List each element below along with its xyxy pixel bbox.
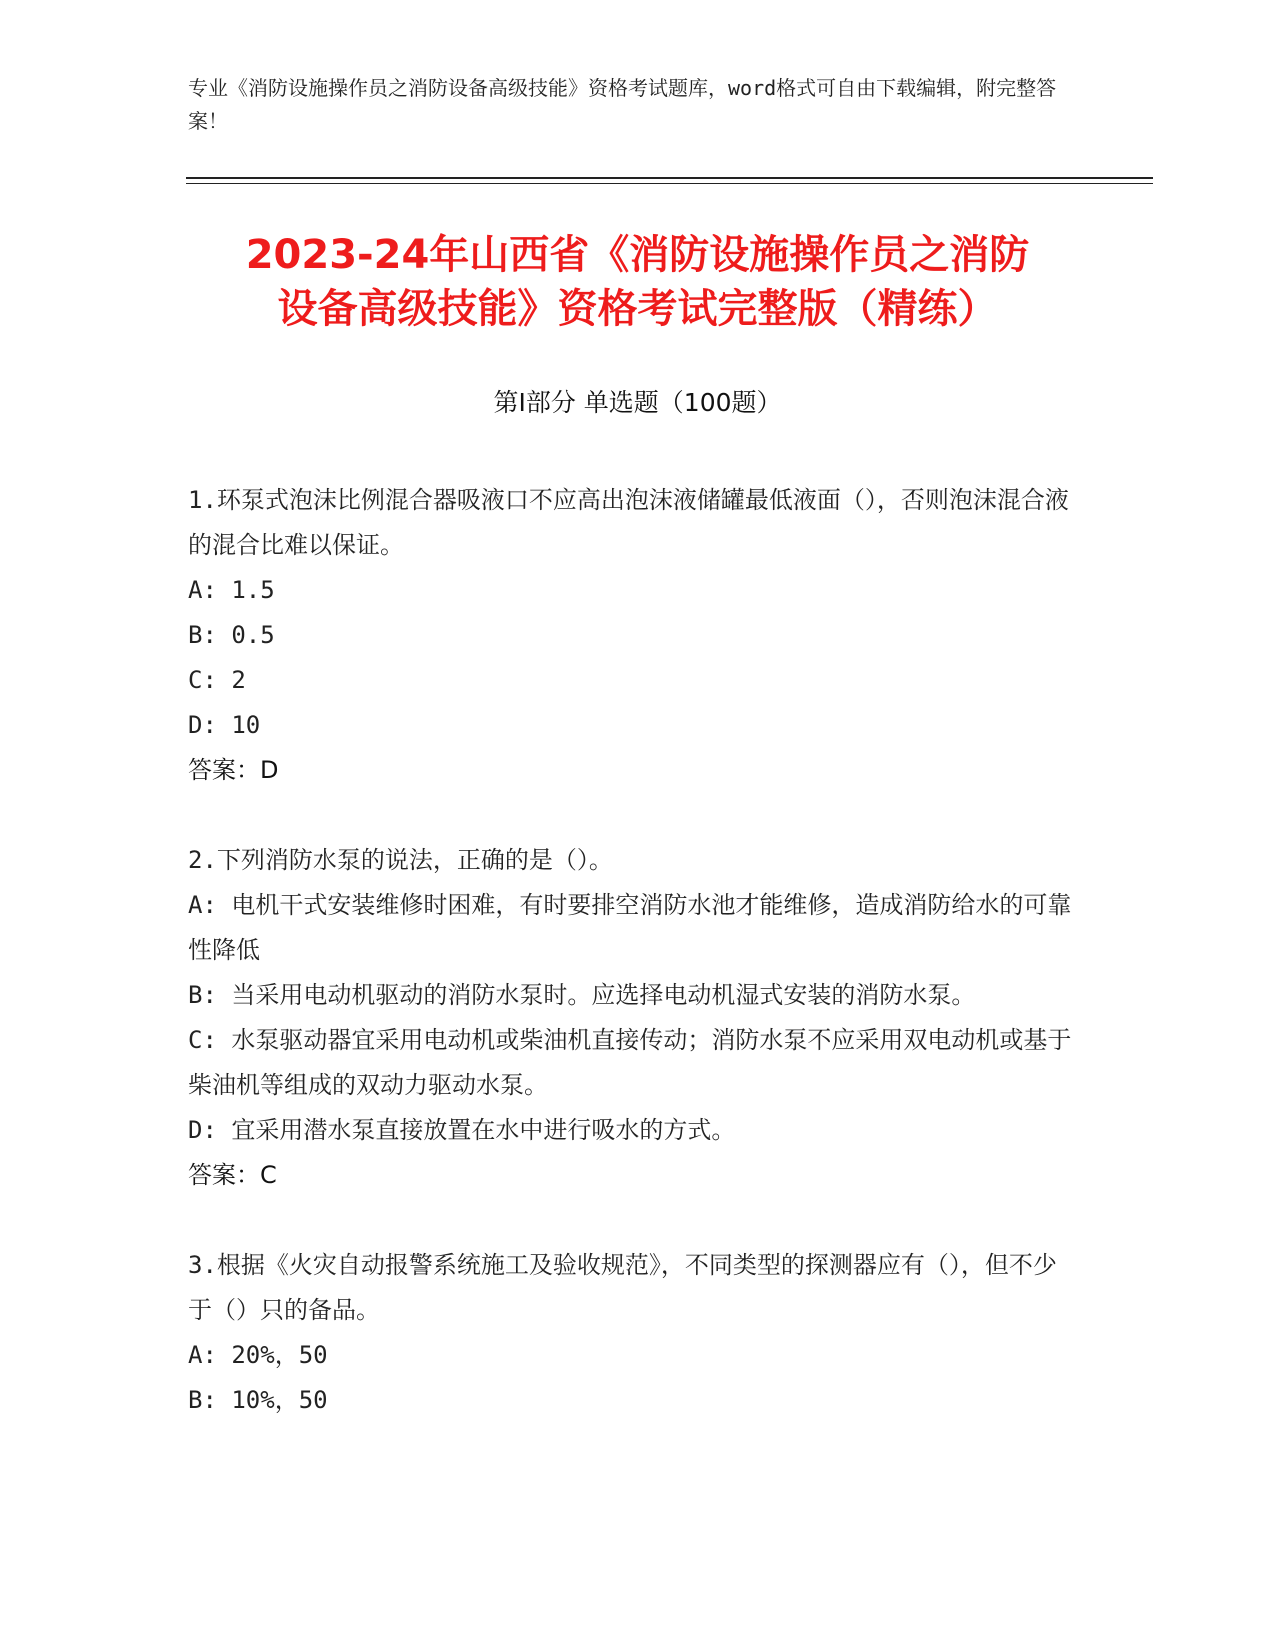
question-2 [188, 838, 1078, 1198]
option-c: C: 水泵驱动器宜采用电动机或柴油机直接传动；消防水泵不应采用双电动机或基于柴油机等组成的双动力驱动水泵。 [188, 1026, 1072, 1099]
question-list [188, 478, 1078, 1468]
question-stem: 2.下列消防水泵的说法，正确的是（）。 [188, 846, 613, 874]
question-stem: 3.根据《火灾自动报警系统施工及验收规范》，不同类型的探测器应有（），但不少于（）只的备品。 [188, 1251, 1057, 1324]
question-answer: 答案：C [188, 1161, 277, 1189]
option-a: A: 20%，50 [188, 1341, 328, 1369]
document-title-line-1: 2023-24年山西省《消防设施操作员之消防 [245, 232, 1030, 278]
option-d: D: 宜采用潜水泵直接放置在水中进行吸水的方式。 [188, 1116, 736, 1144]
section-heading: 第Ⅰ部分 单选题（100题） [493, 388, 782, 417]
header-divider-thin [186, 183, 1153, 184]
question-3 [188, 1243, 1078, 1423]
header-note: 专业《消防设施操作员之消防设备高级技能》资格考试题库，word格式可自由下载编辑，附完整答案！ [188, 76, 1057, 133]
question-1 [188, 478, 1078, 793]
option-c: C: 2 [188, 666, 246, 694]
header-divider-thick [186, 177, 1153, 179]
option-b: B: 0.5 [188, 621, 275, 649]
document-title [150, 228, 1125, 336]
option-b: B: 当采用电动机驱动的消防水泵时。应选择电动机湿式安装的消防水泵。 [188, 981, 976, 1009]
document-title-line-2: 设备高级技能》资格考试完整版（精练） [277, 286, 998, 332]
question-stem: 1.环泵式泡沫比例混合器吸液口不应高出泡沫液储罐最低液面（），否则泡沫混合液的混合比难以保证。 [188, 486, 1069, 559]
option-a: A: 电机干式安装维修时困难，有时要排空消防水池才能维修，造成消防给水的可靠性降低 [188, 891, 1072, 964]
option-b: B: 10%，50 [188, 1386, 328, 1414]
question-answer: 答案：D [188, 756, 279, 784]
option-d: D: 10 [188, 711, 261, 739]
option-a: A: 1.5 [188, 576, 275, 604]
